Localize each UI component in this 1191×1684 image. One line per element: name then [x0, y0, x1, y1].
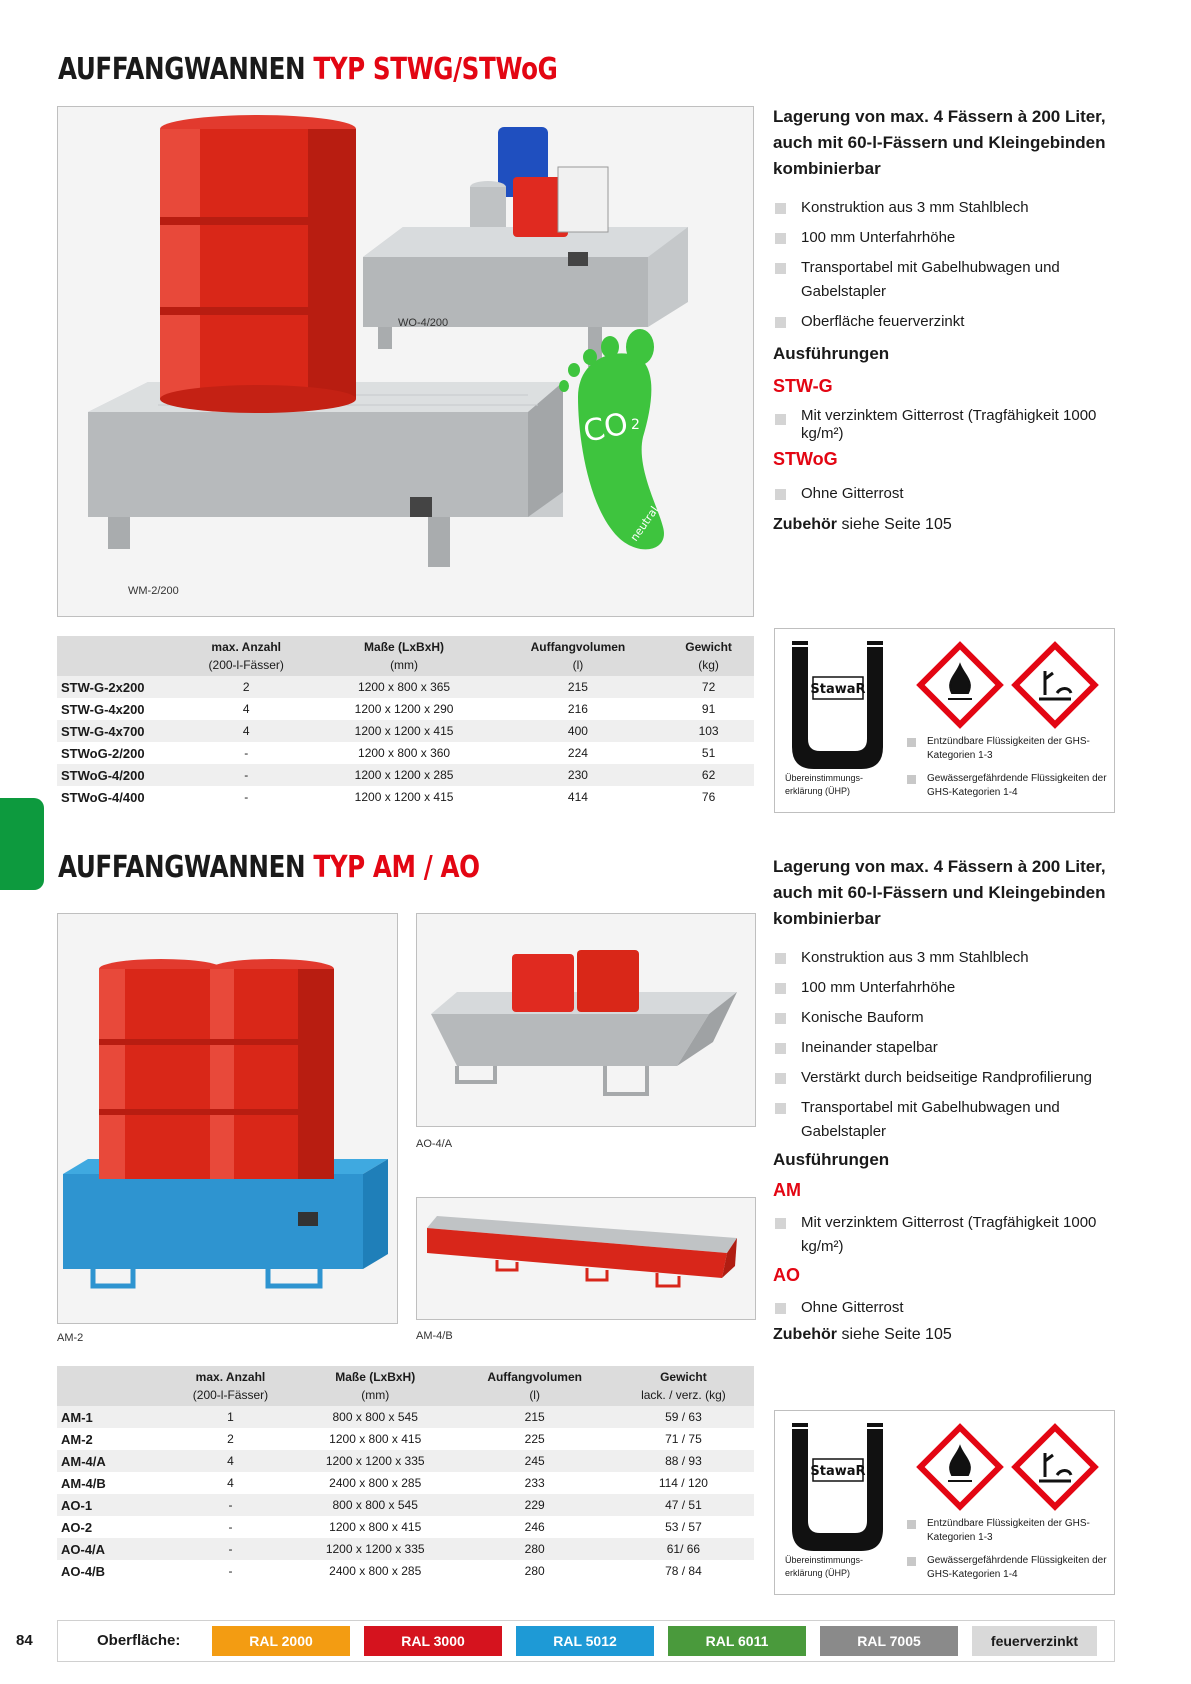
caption-am-4-b: AM-4/B	[416, 1330, 453, 1342]
uhp-caption: Übereinstimmungs-erklärung (ÜHP)	[785, 773, 864, 796]
co2-text: CO	[580, 406, 632, 450]
swatch-ral-3000: RAL 3000	[364, 1626, 502, 1656]
bullet: Transportabel mit Gabelhubwagen und Gabelstapler	[773, 1096, 1113, 1144]
co2-neutral-text: neutral	[627, 504, 662, 544]
bullet: Mit verzinktem Gitterrost (Tragfähigkeit 1000 kg/m²)	[773, 407, 1113, 443]
caption-wm-2-200: WM-2/200	[128, 585, 179, 597]
am-ao-spec-table: max. Anzahl (200-l-Fässer) Maße (LxBxH) (mm) Auffangvolumen (l) Gewicht lack. / verz. (kg) AM-1 1 800 x 800 x 545 215 59 / 63 AM-2 2 1200 x 800 x 415 225 71 / 75 AM-4/A 4 1200 x 1200 x 335 245 88 / 93 AM-4/B 4 2400 x 800 x 285 233 114 / 120 AO-1 - 800 x 800 x 545 229 47 / 51 AO-2 - 1200 x 800 x 415 246 53 / 57 AO-4/A - 1200 x 1200 x 335 280 61/ 66 AO-4/B - 2400 x 800 x 285 280 78 / 84	[57, 1366, 754, 1582]
ausfuehrungen-heading: Ausführungen	[773, 1150, 890, 1169]
certification-symbols-box	[774, 1410, 1115, 1595]
ghs-note-flammable: Entzündbare Flüssigkeiten der GHS-Kategorien 1-3	[907, 735, 1107, 763]
swatch-feuerverzinkt: feuerverzinkt	[972, 1626, 1097, 1656]
bullet: 100 mm Unterfahrhöhe	[773, 226, 1113, 250]
ausfuehrungen-heading: Ausführungen	[773, 344, 890, 363]
section1-desc-title: Lagerung von max. 4 Fässern à 200 Liter, auch mit 60-l-Fässern und Kleingebinden kombinierbar	[773, 107, 1106, 178]
bullet: Konische Bauform	[773, 1006, 1113, 1030]
table-row: AM-4/B 4 2400 x 800 x 285 233 114 / 120	[57, 1472, 754, 1494]
bullet: Transportabel mit Gabelhubwagen und Gabelstapler	[773, 256, 1113, 304]
table-row: STWoG-4/200 - 1200 x 1200 x 285 230 62	[57, 764, 754, 786]
bullet: 100 mm Unterfahrhöhe	[773, 976, 1113, 1000]
table-row: STWoG-2/200 - 1200 x 800 x 360 224 51	[57, 742, 754, 764]
caption-ao-4-a: AO-4/A	[416, 1138, 453, 1150]
swatch-ral-5012: RAL 5012	[516, 1626, 654, 1656]
caption-am-2: AM-2	[57, 1332, 84, 1344]
bullet: Ohne Gitterrost	[773, 482, 1113, 506]
swatch-ral-6011: RAL 6011	[668, 1626, 806, 1656]
stawar-label: StawaR	[810, 682, 866, 697]
stwg-spec-table: max. Anzahl (200-l-Fässer) Maße (LxBxH) (mm) Auffangvolumen (l) Gewicht (kg) STW-G-2x200 2 1200 x 800 x 365 215 72 STW-G-4x200 4 1200 x 1200 x 290 216 91 STW-G-4x700 4 1200 x 1200 x 415 400 103 STWoG-2/200 - 1200 x 800 x 360 224 51 STWoG-4/200 - 1200 x 1200 x 285 230 62 STWoG-4/400 - 1200 x 1200 x 415 414 76	[57, 636, 754, 808]
certification-symbols-box	[774, 628, 1115, 813]
table-row: AO-1 - 800 x 800 x 545 229 47 / 51	[57, 1494, 754, 1516]
bullet: Ohne Gitterrost	[773, 1296, 1113, 1320]
section2-desc-title: Lagerung von max. 4 Fässern à 200 Liter, auch mit 60-l-Fässern und Kleingebinden kombinierbar	[773, 857, 1106, 928]
ghs-note-aquatic: Gewässergefährdende Flüssigkeiten der GHS-Kategorien 1-4	[907, 1554, 1107, 1582]
uhp-caption: Übereinstimmungs-erklärung (ÜHP)	[785, 1555, 864, 1578]
bullet: Verstärkt durch beidseitige Randprofilierung	[773, 1066, 1113, 1090]
section1-description	[773, 104, 1113, 534]
section1-title: AUFFANGWANNEN TYP STWG/STWoG	[58, 52, 558, 87]
table-row: AO-4/A - 1200 x 1200 x 335 280 61/ 66	[57, 1538, 754, 1560]
zubehoer-note: Zubehör siehe Seite 105	[773, 516, 952, 533]
bullet: Ineinander stapelbar	[773, 1036, 1113, 1060]
table-row: AO-2 - 1200 x 800 x 415 246 53 / 57	[57, 1516, 754, 1538]
table-row: AM-1 1 800 x 800 x 545 215 59 / 63	[57, 1406, 754, 1428]
table-row: STW-G-2x200 2 1200 x 800 x 365 215 72	[57, 676, 754, 698]
bullet: Oberfläche feuerverzinkt	[773, 310, 1113, 334]
section2-title: AUFFANGWANNEN TYP AM / AO	[58, 850, 480, 885]
table-row: AO-4/B - 2400 x 800 x 285 280 78 / 84	[57, 1560, 754, 1582]
variant-am: AM	[773, 1180, 801, 1200]
swatch-ral-7005: RAL 7005	[820, 1626, 958, 1656]
surface-label: Oberfläche:	[97, 1632, 181, 1649]
table-row: AM-2 2 1200 x 800 x 415 225 71 / 75	[57, 1428, 754, 1450]
stawar-label: StawaR	[810, 1464, 866, 1479]
product-photo-am-2	[57, 913, 398, 1324]
ghs-note-flammable: Entzündbare Flüssigkeiten der GHS-Kategorien 1-3	[907, 1517, 1107, 1545]
side-tab	[0, 798, 44, 890]
variant-ao: AO	[773, 1265, 800, 1285]
table-row: AM-4/A 4 1200 x 1200 x 335 245 88 / 93	[57, 1450, 754, 1472]
variant-stw-g: STW-G	[773, 376, 833, 396]
table-row: STW-G-4x700 4 1200 x 1200 x 415 400 103	[57, 720, 754, 742]
swatch-ral-2000: RAL 2000	[212, 1626, 350, 1656]
section2-description	[773, 854, 1113, 1344]
co2-subscript: 2	[631, 417, 640, 433]
variant-stwog: STWoG	[773, 449, 838, 469]
zubehoer-note: Zubehör siehe Seite 105	[773, 1326, 952, 1343]
product-photo-ao-4-a	[416, 913, 756, 1127]
ghs-note-aquatic: Gewässergefährdende Flüssigkeiten der GHS-Kategorien 1-4	[907, 772, 1107, 800]
product-photo-am-4-b	[416, 1197, 756, 1320]
page-number: 84	[16, 1632, 33, 1649]
product-photo-stwg	[57, 106, 754, 617]
caption-wo-4-200: WO-4/200	[398, 317, 449, 329]
bullet: Konstruktion aus 3 mm Stahlblech	[773, 196, 1113, 220]
table-row: STWoG-4/400 - 1200 x 1200 x 415 414 76	[57, 786, 754, 808]
table-row: STW-G-4x200 4 1200 x 1200 x 290 216 91	[57, 698, 754, 720]
bullet: Mit verzinktem Gitterrost (Tragfähigkeit 1000 kg/m²)	[773, 1211, 1113, 1259]
bullet: Konstruktion aus 3 mm Stahlblech	[773, 946, 1113, 970]
